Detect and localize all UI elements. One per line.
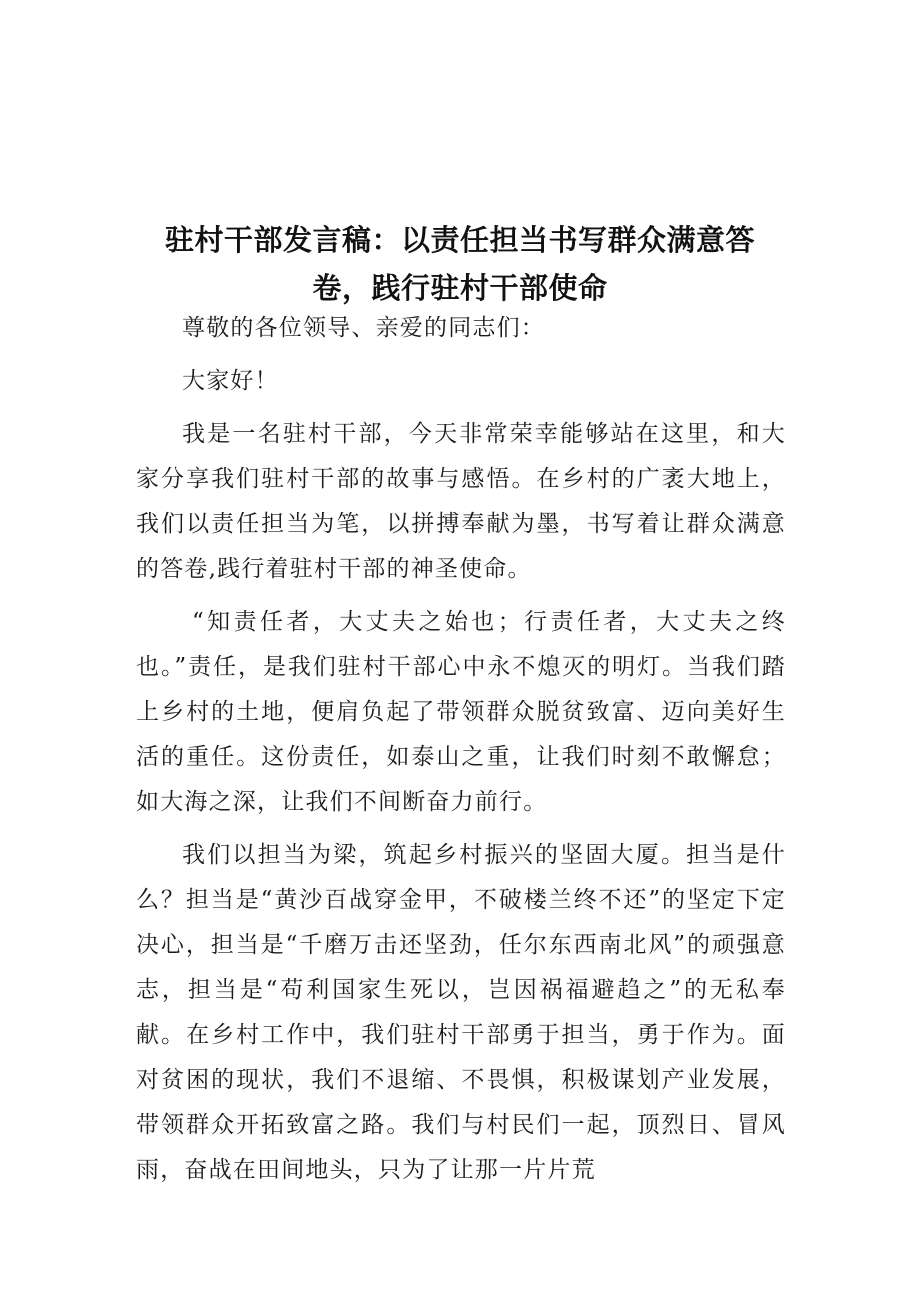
paragraph-commitment: 我们以担当为梁，筑起乡村振兴的坚固大厦。担当是什么？担当是“黄沙百战穿金甲，不破楼兰终不还”的坚定下定决心，担当是“千磨万击还坚劲，任尔东西南北风”的顽强意志，担当是“苟利国家生死以，岂因祸福避趋之”的无私奉献。在乡村工作中，我们驻村干部勇于担当，勇于作为。面对贫困的现状，我们不退缩、不畏惧，积极谋划产业发展，带领群众开拓致富之路。我们与村民们一起，顶烈日、冒风雨，奋战在田间地头，只为了让那一片片荒 [136, 842, 786, 1183]
document-title [120, 216, 800, 312]
title-line-1: 驻村干部发言稿：以责任担当书写群众满意答 [164, 223, 755, 257]
document-body [136, 306, 786, 1201]
greeting: 大家好！ [182, 368, 279, 394]
paragraph-responsibility: “知责任者，大丈夫之始也；行责任者，大丈夫之终也。”责任，是我们驻村干部心中永不熄灭的明灯。当我们踏上乡村的土地，便肩负起了带领群众脱贫致富、迈向美好生活的重任。这份责任，如泰山之重，让我们时刻不敢懈怠；如大海之深，让我们不间断奋力前行。 [136, 609, 786, 815]
salutation: 尊敬的各位领导、亲爱的同志们： [182, 315, 545, 341]
title-line-2: 卷，践行驻村干部使命 [312, 271, 608, 305]
paragraph-intro: 我是一名驻村干部，今天非常荣幸能够站在这里，和大家分享我们驻村干部的故事与感悟。在乡村的广袤大地上，我们以责任担当为笔，以拼搏奉献为墨，书写着让群众满意的答卷,践行着驻村干部的神圣使命。 [136, 421, 786, 582]
